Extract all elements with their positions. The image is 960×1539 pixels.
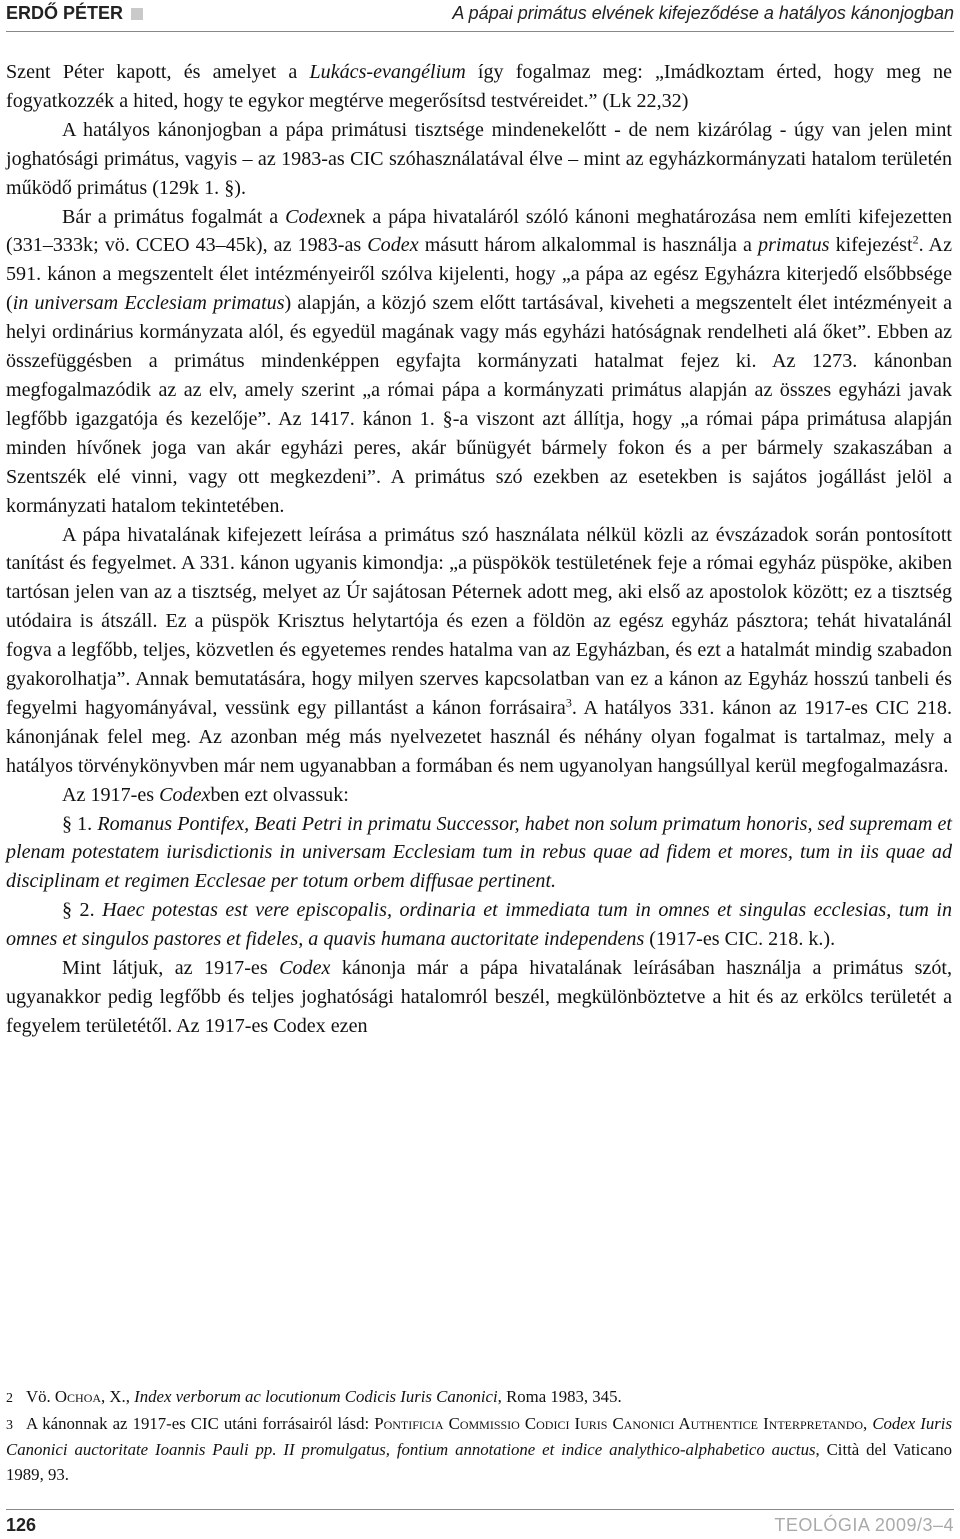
footnote-2 [6,1385,952,1412]
paragraph-4: A pápa hivatalának kifejezett leírása a primátus szó használata nélkül közli az évszázadok során pontosított tanítást és fegyelmet. A 331. kánon ugyanis kimondja: „a püspökök testületének feje a római egyház püspöke, akiben tartósan jelen van az a tisztség, melyet az Úr sajátosan Péternek adott meg, aki első az apostolok között; ez a tisztség utódaira is átszáll. Ez a püspök Krisztus helytartója és ezen a földön az egész egyház pásztora; tehát hivatalánál fogva a legfőbb, teljes, közvetlen és egyetemes rendes hatalma van az Egyházban, és ezt a hatalmát mindig szabadon gyakorolhatja”. Annak bemutatására, hogy milyen szerves kapcsolatban van ez a kánon az Egyház hosszú tanbeli és fegyelmi hagyományával, vessünk egy pillantást a kánon forrásaira$^3$. A hatályos 331. kánon az 1917-es CIC 218. kánonjának felel meg. Az azonban még más nyelvezetet használ és néhány olyan fogalmat is tartalmaz, mely a hatályos törvénykönyvben már nem ugyanabban a formában és nem ugyanolyan hangsúllyal kerül megfogalmazásra. [6,523,952,777]
footnotes [6,1385,952,1487]
footnote-number: 3 [6,1417,13,1433]
running-header [6,2,954,26]
latin-quote-2: § 2. Haec potestas est vere episcopalis, ordinaria et immediata tum in omnes et singulas ecclesias, tum in omnes et singulos pastores et fideles, a quavis humana auctoritate independens (1917-es CIC. 218. k.). [6,899,952,951]
header-running-title: A pápai primátus elvének kifejeződése a hatályos kánonjogban [452,3,954,23]
body-text [6,58,952,1041]
header-rule [6,31,954,32]
header-square-ornament [131,8,143,20]
latin-quote-1: § 1. Romanus Pontifex, Beati Petri in primatu Successor, habet non solum primatum honoris, sed supremam et plenam potestatem iurisdictionis in universam Ecclesiam tum in rebus quae ad fidem et mores, tum in iis quae ad disciplinam et regimen Ecclesae per totum orbem diffusae pertinent. [6,812,952,893]
paragraph-5: Az 1917-es Codexben ezt olvassuk: [62,783,349,806]
header-author: ERDŐ PÉTER [6,3,124,23]
footnote-text: A kánonnak az 1917-es CIC utáni forrásairól lásd: Pontificia Commissio Codici Iuris Canonici Authentice Interpretando, Codex Iuris Canonici auctoritate Ioannis Pauli pp. II promulgatus, fontium annotatione et indice analythico-alphabetico auctus, Città del Vaticano 1989, 93. [6,1413,952,1484]
footnote-3 [6,1412,952,1488]
paragraph-8: Mint látjuk, az 1917-es Codex kánonja már a pápa hivatalának leírásában használja a primátus szót, ugyanakkor pedig legfőbb és teljes joghatósági hatalomról beszél, megkülönböztetve a hit és az erkölcs területét a fegyelem területétől. Az 1917-es Codex ezen [6,957,952,1037]
footnote-number: 2 [6,1391,13,1406]
paragraph-1: Szent Péter kapott, és amelyet a Lukács-evangélium így fogalmaz meg: „Imádkoztam érted, hogy meg ne fogyatkozzék a hited, hogy te egykor megtérve megerősítsd testvéreidet.” (Lk 22,32) [6,61,952,112]
paragraph-3: Bár a primátus fogalmát a Codexnek a pápa hivataláról szóló kánoni meghatározása nem említi kifejezetten (331–333k; vö. CCEO 43–45k), az 1983-as Codex másutt három alkalommal is használja a primatus kifejezést$^2$. Az 591. kánon a megszentelt élet intézményeiről szólva kijelenti, hogy „a pápa az egész Egyházra kiterjedő elsőbbsége (in universam Ecclesiam primatus) alapján, a közjó szem előtt tartásával, kiveheti a megszentelt élet intézményeit a helyi ordinárius kormányzata alól, és egyedül magának vagy más egyházi hatóságnak rendelheti alá őket”. Ebben az összefüggésben a primátus mindenképpen egyfajta kormányzati hatalmat fejez ki. Az 1273. kánonban megfogalmazódik az az elv, amely szerint „a római pápa a kormányzati primátus alapján az összes egyházi javak legfőbb igazgatója és kezelője”. Az 1417. kánon 1. §-a viszont azt állítja, hogy „a római pápa primátusa alapján minden hívőnek joga van akár egyházi peres, akár bűnügyét bármely fokon és a per bármely szakaszában a Szentszék elé vinni, vagy ott megkezdeni”. A primátus szó ezekben az esetekben is sajátos jogállást jelöl a kormányzati hatalom tekintetében. [6,205,953,517]
journal-issue: TEOLÓGIA 2009/3–4 [774,1515,954,1535]
footer-rule [6,1509,954,1510]
paragraph-2: A hatályos kánonjogban a pápa primátusi tisztsége mindenekelőtt - de nem kizárólag - úgy van jelen mint joghatósági primátus, vagyis – az 1983-as CIC szóhasználatával élve – mint az egyházkormányzati hatalom területén működő primátus (129k 1. §). [6,118,952,199]
page-number: 126 [6,1515,37,1535]
footnote-text: Vö. Ochoa, X., Index verborum ac locutionum Codicis Iuris Canonici, Roma 1983, 345. [26,1387,622,1406]
